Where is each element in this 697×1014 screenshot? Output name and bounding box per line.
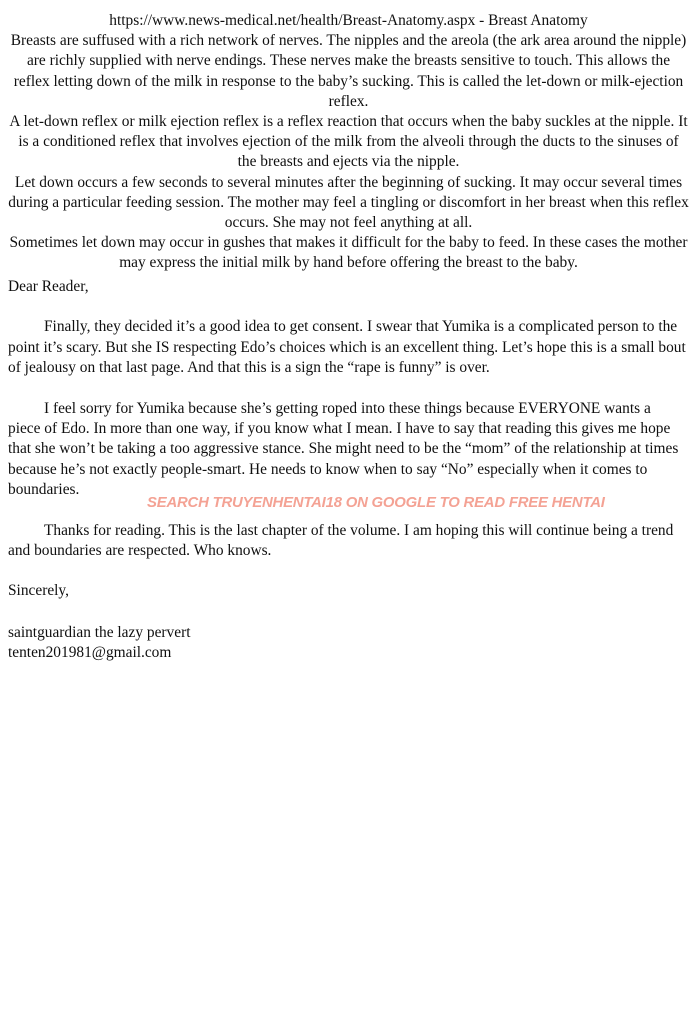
letter-paragraph-3: Thanks for reading. This is the last chapter of the volume. I am hoping this will continue being a trend and boundaries are respected. Who knows. (8, 521, 674, 560)
article-paragraph-1: Breasts are suffused with a rich network of nerves. The nipples and the areola (the ark area around the nipple) are richly supplied with nerve endings. These nerves make the breasts sensitive to touch. This allows the reflex letting down of the milk in response to the baby’s sucking. This is called the let-down or milk-ejection reflex. (10, 32, 687, 110)
letter-signature-block (8, 623, 687, 664)
author-letter (8, 277, 687, 664)
article-paragraph-4: Sometimes let down may occur in gushes that makes it difficult for the baby to feed. In these cases the mother may express the initial milk by hand before offering the breast to the baby. (9, 234, 688, 272)
signature-name: saintguardian the lazy pervert (8, 623, 191, 641)
article-paragraph-2: A let-down reflex or milk ejection reflex is a reflex reaction that occurs when the baby suckles at the nipple. It is a conditioned reflex that involves ejection of the milk from the alveoli through the ducts to the sinuses of the breasts and ejects via the nipple. (9, 113, 688, 171)
signature-email: tenten201981@gmail.com (8, 644, 172, 662)
article-source-line: https://www.news-medical.net/health/Breast-Anatomy.aspx - Breast Anatomy (109, 12, 588, 29)
letter-paragraph-2: I feel sorry for Yumika because she’s getting roped into these things because EVERYONE wants a piece of Edo. In more than one way, if you know what I mean. I have to say that reading this gives me hope that she won’t be taking a too aggressive stance. She might need to be the “mom” of the relationship at times because he’s not exactly people-smart. He needs to know when to say “No” especially when it comes to boundaries. (8, 399, 679, 499)
letter-salutation: Dear Reader, (8, 278, 89, 295)
article-paragraph-3: Let down occurs a few seconds to several minutes after the beginning of sucking. It may occur several times during a particular feeding session. The mother may feel a tingling or discomfort in her breast when this reflex occurs. She may not feel anything at all. (8, 173, 689, 232)
letter-closing: Sincerely, (8, 582, 69, 600)
promo-watermark: SEARCH TRUYENHENTAI18 ON GOOGLE TO READ FREE HENTAI (147, 495, 605, 511)
article-excerpt-block (8, 11, 689, 274)
letter-paragraph-1: Finally, they decided it’s a good idea to get consent. I swear that Yumika is a complicated person to the point it’s scary. But she IS respecting Edo’s choices which is an excellent thing. Let’s hope this is a small bout of jealousy on that last page. And that this is a sign the “rape is funny” is over. (8, 318, 686, 377)
